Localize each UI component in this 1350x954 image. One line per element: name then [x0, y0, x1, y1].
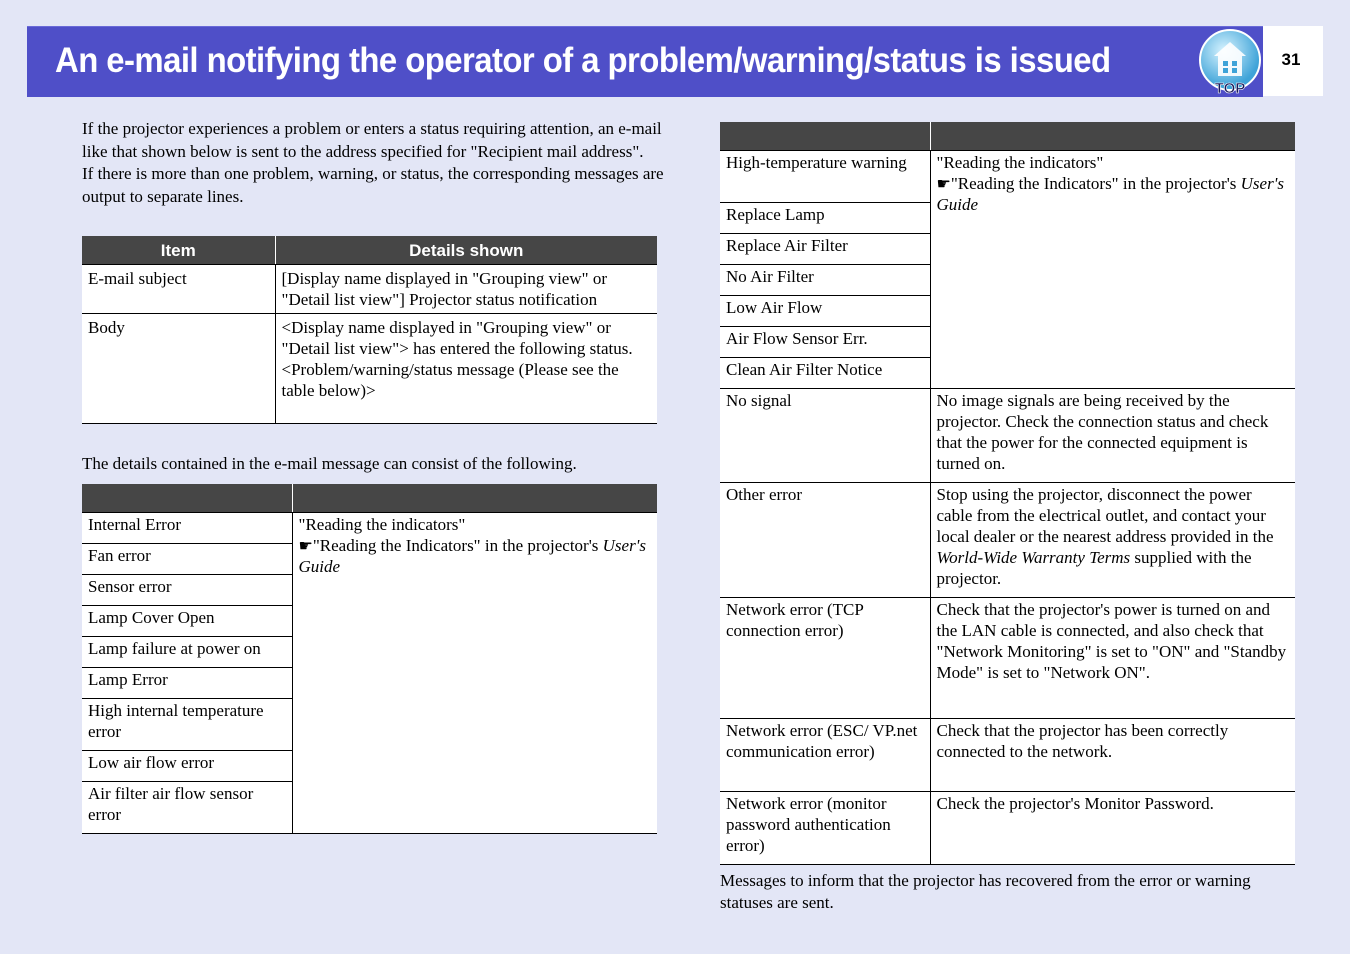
top-button[interactable] — [1196, 26, 1264, 96]
cell-item: High internal temperature error — [82, 699, 292, 751]
table-header-row — [720, 122, 1295, 151]
cell-item: Clean Air Filter Notice — [720, 358, 930, 389]
intro-paragraph-1: If the projector experiences a problem or enters a status requiring attention, an e-mail like that shown below is sent to the address specified for "Recipient mail address". — [82, 119, 662, 161]
column-header-empty — [292, 484, 657, 513]
cell-details: No image signals are being received by the projector. Check the connection status and check that the power for the connected equipment is turned on. — [930, 389, 1295, 483]
reference-line-2 — [299, 535, 652, 577]
reference-line-1: "Reading the indicators" — [298, 515, 466, 534]
table-row — [82, 513, 657, 544]
table-row — [720, 792, 1295, 865]
error-table-right — [720, 122, 1295, 865]
column-header-empty — [82, 484, 292, 513]
cell-details: Check that the projector's power is turned on and the LAN cable is connected, and also check that "Network Monitoring" is set to "ON" and "Standby Mode" is set to "Network ON". — [930, 598, 1295, 719]
cell-item: Other error — [720, 483, 930, 598]
cell-item: High-temperature warning — [720, 151, 930, 203]
cell-item: Lamp Cover Open — [82, 606, 292, 637]
cell-item: No Air Filter — [720, 265, 930, 296]
cell-reference — [930, 151, 1295, 389]
cell-details: Check the projector's Monitor Password. — [930, 792, 1295, 865]
cell-item: Internal Error — [82, 513, 292, 544]
home-top-icon — [1196, 26, 1264, 96]
table-row — [720, 389, 1295, 483]
cell-item: Lamp failure at power on — [82, 637, 292, 668]
page-number-box — [1263, 26, 1323, 96]
details-note: The details contained in the e-mail message can consist of the following. — [82, 454, 577, 473]
cell-details — [275, 314, 657, 424]
page-title: An e-mail notifying the operator of a problem/warning/status is issued — [55, 41, 1111, 80]
cell-item: Lamp Error — [82, 668, 292, 699]
reference-line-1: "Reading the indicators" — [936, 153, 1104, 172]
table-row — [82, 314, 657, 424]
intro-text — [82, 118, 667, 208]
page-header — [27, 26, 1263, 97]
pointing-hand-icon: ☛ — [298, 536, 313, 555]
cell-details — [930, 483, 1295, 598]
cell-item: Low Air Flow — [720, 296, 930, 327]
error-table-left — [82, 484, 657, 834]
top-label: TOP — [1214, 80, 1246, 96]
cell-details: [Display name displayed in "Grouping view" or "Detail list view"] Projector status notification — [275, 265, 657, 314]
intro-paragraph-2: If there is more than one problem, warning, or status, the corresponding messages are output to separate lines. — [82, 164, 664, 206]
cell-item: Air Flow Sensor Err. — [720, 327, 930, 358]
reference-guide-link[interactable]: User's Guide — [298, 536, 646, 576]
recovery-note: Messages to inform that the projector has recovered from the error or warning statuses are sent. — [720, 871, 1251, 912]
cell-reference — [292, 513, 657, 834]
table-row — [720, 151, 1295, 203]
cell-item: Sensor error — [82, 575, 292, 606]
cell-item: Network error (TCP connection error) — [720, 598, 930, 719]
cell-item: Fan error — [82, 544, 292, 575]
cell-item: Network error (ESC/ VP.net communication error) — [720, 719, 930, 792]
cell-item: Body — [82, 314, 275, 424]
table-row — [720, 598, 1295, 719]
page-number: 31 — [1281, 50, 1301, 69]
details-text: supplied with the projector. — [936, 548, 1252, 588]
cell-item: Air filter air flow sensor error — [82, 782, 292, 834]
warranty-terms-text: World-Wide Warranty Terms — [936, 548, 1131, 567]
table-row — [720, 483, 1295, 598]
cell-item: Low air flow error — [82, 751, 292, 782]
table-header-row — [82, 236, 657, 265]
cell-item: No signal — [720, 389, 930, 483]
table-row — [82, 265, 657, 314]
pointing-hand-icon: ☛ — [936, 174, 951, 193]
cell-item: Replace Lamp — [720, 203, 930, 234]
reference-line-2 — [937, 173, 1290, 215]
body-line-1: <Display name displayed in "Grouping view" or "Detail list view"> has entered the following status. — [281, 318, 633, 358]
reference-guide-link[interactable]: User's Guide — [936, 174, 1284, 214]
reference-text: "Reading the Indicators" in the projector's — [950, 174, 1241, 193]
column-header-details: Details shown — [275, 236, 657, 265]
cell-item: Replace Air Filter — [720, 234, 930, 265]
email-format-table — [82, 236, 657, 424]
column-header-empty — [720, 122, 930, 151]
table-header-row — [82, 484, 657, 513]
body-line-2: <Problem/warning/status message (Please see the table below)> — [281, 360, 619, 400]
cell-item: E-mail subject — [82, 265, 275, 314]
reference-text: "Reading the Indicators" in the projector's — [312, 536, 603, 555]
table-row — [720, 719, 1295, 792]
details-text: Stop using the projector, disconnect the power cable from the electrical outlet, and contact your local dealer or the nearest address provided in the — [936, 485, 1274, 546]
column-header-item: Item — [82, 236, 275, 265]
cell-item: Network error (monitor password authentication error) — [720, 792, 930, 865]
column-header-empty — [930, 122, 1295, 151]
cell-details: Check that the projector has been correctly connected to the network. — [930, 719, 1295, 792]
